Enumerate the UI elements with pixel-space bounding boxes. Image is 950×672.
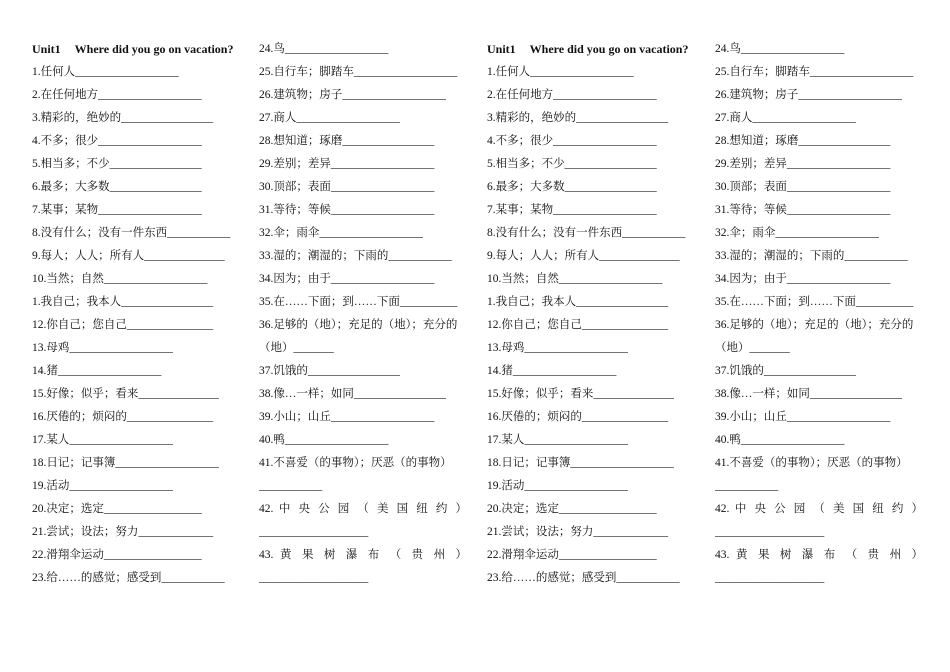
vocab-item: 1.我自己；我本人________________ [487, 296, 669, 308]
vocab-item: 8.没有什么；没有一件东西___________ [32, 227, 231, 239]
vocab-item: 26.建筑物；房子__________________ [259, 89, 446, 101]
vocab-item: 22.滑翔伞运动_________________ [32, 549, 202, 561]
vocab-item: 8.没有什么；没有一件东西___________ [487, 227, 686, 239]
vocab-item-41-line2: ___________ [259, 480, 323, 492]
vocab-item: 7.某事；某物__________________ [487, 204, 657, 216]
vocab-item: 33.湿的；潮湿的；下雨的___________ [715, 250, 908, 262]
vocab-item: 31.等待；等候__________________ [259, 204, 435, 216]
vocab-item-36-line1: 36.足够的（地）；充足的（地）；充分的 [259, 319, 458, 331]
right-half-column-1 [487, 38, 695, 590]
vocab-item: 7.某事；某物__________________ [32, 204, 202, 216]
vocab-item: 6.最多；大多数________________ [487, 181, 657, 193]
vocab-item: 20.决定；选定_________________ [32, 503, 202, 515]
vocab-item: 40.鸭__________________ [715, 434, 845, 446]
vocab-item: 35.在……下面；到……下面__________ [259, 296, 458, 308]
vocab-item: 31.等待；等候__________________ [715, 204, 891, 216]
vocab-item: 18.日记；记事簿__________________ [487, 457, 674, 469]
unit-label: Unit1 [487, 42, 516, 56]
vocab-item-43-line1: 43. 黄 果 树 瀑 布 （ 贵 州 ） [259, 549, 467, 561]
vocab-item: 25.自行车；脚踏车__________________ [715, 66, 914, 78]
vocab-item: 39.小山；山丘__________________ [715, 411, 891, 423]
vocab-item: 5.相当多；不少________________ [487, 158, 657, 170]
left-half-column-1 [32, 38, 240, 590]
vocab-item: 34.因为；由于__________________ [259, 273, 435, 285]
vocab-item: 28.想知道；琢磨________________ [259, 135, 435, 147]
vocab-item: 1.任何人__________________ [487, 66, 634, 78]
vocab-item: 26.建筑物；房子__________________ [715, 89, 902, 101]
vocab-item: 4.不多；很少__________________ [487, 135, 657, 147]
vocab-item-42-line1: 42. 中 央 公 园 （ 美 国 纽 约 ） [259, 503, 467, 515]
vocab-item-43-line2: ___________________ [259, 572, 369, 584]
vocab-item: 1.我自己；我本人________________ [32, 296, 214, 308]
vocab-item: 29.差别；差异__________________ [259, 158, 435, 170]
left-half-column-2 [259, 38, 467, 590]
vocab-item: 17.某人__________________ [32, 434, 173, 446]
vocab-item-42-line2: ___________________ [259, 526, 369, 538]
vocab-item: 34.因为；由于__________________ [715, 273, 891, 285]
vocab-item-36-line2: （地）_______ [715, 342, 790, 354]
vocab-item: 37.饥饿的________________ [715, 365, 856, 377]
vocab-item: 5.相当多；不少________________ [32, 158, 202, 170]
unit-label: Unit1 [32, 42, 61, 56]
vocab-item-41-line1: 41.不喜爱（的事物）；厌恶（的事物） [715, 457, 908, 469]
vocab-item: 23.给……的感觉；感受到___________ [487, 572, 680, 584]
vocab-item: 13.母鸡__________________ [487, 342, 628, 354]
unit-question: Where did you go on vacation? [74, 42, 234, 56]
vocab-item-42-line2: ___________________ [715, 526, 825, 538]
vocab-item: 10.当然；自然__________________ [32, 273, 208, 285]
vocab-item: 27.商人__________________ [259, 112, 400, 124]
vocab-item: 10.当然；自然__________________ [487, 273, 663, 285]
vocab-item-41-line1: 41.不喜爱（的事物）；厌恶（的事物） [259, 457, 452, 469]
vocab-item: 9.每人；人人；所有人______________ [487, 250, 680, 262]
right-half-column-2 [715, 38, 923, 590]
vocab-item: 40.鸭__________________ [259, 434, 389, 446]
vocab-item-43-line1: 43. 黄 果 树 瀑 布 （ 贵 州 ） [715, 549, 923, 561]
vocab-item: 35.在……下面；到……下面__________ [715, 296, 914, 308]
vocab-item-36-line1: 36.足够的（地）；充足的（地）；充分的 [715, 319, 914, 331]
vocab-item: 15.好像；似乎；看来______________ [487, 388, 674, 400]
vocab-item-36-line2: （地）_______ [259, 342, 334, 354]
vocab-item: 32.伞；雨伞__________________ [259, 227, 423, 239]
vocab-item: 4.不多；很少__________________ [32, 135, 202, 147]
vocab-item: 37.饥饿的________________ [259, 365, 400, 377]
vocab-item-41-line2: ___________ [715, 480, 779, 492]
vocab-item: 21.尝试；设法；努力_____________ [32, 526, 214, 538]
vocab-item: 9.每人；人人；所有人______________ [32, 250, 225, 262]
vocab-item-42-line1: 42. 中 央 公 园 （ 美 国 纽 约 ） [715, 503, 923, 515]
vocab-item: 12.你自己；您自己_______________ [32, 319, 214, 331]
vocab-item: 6.最多；大多数________________ [32, 181, 202, 193]
vocab-item: 29.差别；差异__________________ [715, 158, 891, 170]
vocab-item: 32.伞；雨伞__________________ [715, 227, 879, 239]
vocab-item: 22.滑翔伞运动_________________ [487, 549, 657, 561]
vocab-item: 16.厌倦的；烦闷的_______________ [487, 411, 669, 423]
vocab-item: 38.像…一样；如同________________ [259, 388, 446, 400]
vocab-item: 17.某人__________________ [487, 434, 628, 446]
vocab-item: 14.猪__________________ [487, 365, 617, 377]
vocab-item: 20.决定；选定_________________ [487, 503, 657, 515]
vocab-item: 25.自行车；脚踏车__________________ [259, 66, 458, 78]
vocab-item: 19.活动__________________ [32, 480, 173, 492]
vocab-item: 13.母鸡__________________ [32, 342, 173, 354]
vocab-item: 24.鸟__________________ [259, 43, 389, 55]
vocab-item: 2.在任何地方__________________ [487, 89, 657, 101]
vocab-item: 2.在任何地方__________________ [32, 89, 202, 101]
unit-question: Where did you go on vacation? [529, 42, 689, 56]
vocab-item: 24.鸟__________________ [715, 43, 845, 55]
vocab-item: 33.湿的；潮湿的；下雨的___________ [259, 250, 452, 262]
vocab-item: 3.精彩的，绝妙的________________ [32, 112, 214, 124]
vocab-item: 30.顶部；表面__________________ [715, 181, 891, 193]
vocab-item: 21.尝试；设法；努力_____________ [487, 526, 669, 538]
vocab-item: 3.精彩的，绝妙的________________ [487, 112, 669, 124]
vocab-item-43-line2: ___________________ [715, 572, 825, 584]
vocab-item: 19.活动__________________ [487, 480, 628, 492]
vocab-item: 38.像…一样；如同________________ [715, 388, 902, 400]
vocab-item: 12.你自己；您自己_______________ [487, 319, 669, 331]
vocab-item: 30.顶部；表面__________________ [259, 181, 435, 193]
vocab-item: 16.厌倦的；烦闷的_______________ [32, 411, 214, 423]
vocab-item: 28.想知道；琢磨________________ [715, 135, 891, 147]
unit-title [487, 38, 695, 61]
vocab-item: 1.任何人__________________ [32, 66, 179, 78]
unit-title [32, 38, 240, 61]
vocab-item: 27.商人__________________ [715, 112, 856, 124]
vocab-item: 39.小山；山丘__________________ [259, 411, 435, 423]
vocab-item: 14.猪__________________ [32, 365, 162, 377]
vocab-item: 18.日记；记事簿__________________ [32, 457, 219, 469]
vocab-item: 23.给……的感觉；感受到___________ [32, 572, 225, 584]
vocab-item: 15.好像；似乎；看来______________ [32, 388, 219, 400]
